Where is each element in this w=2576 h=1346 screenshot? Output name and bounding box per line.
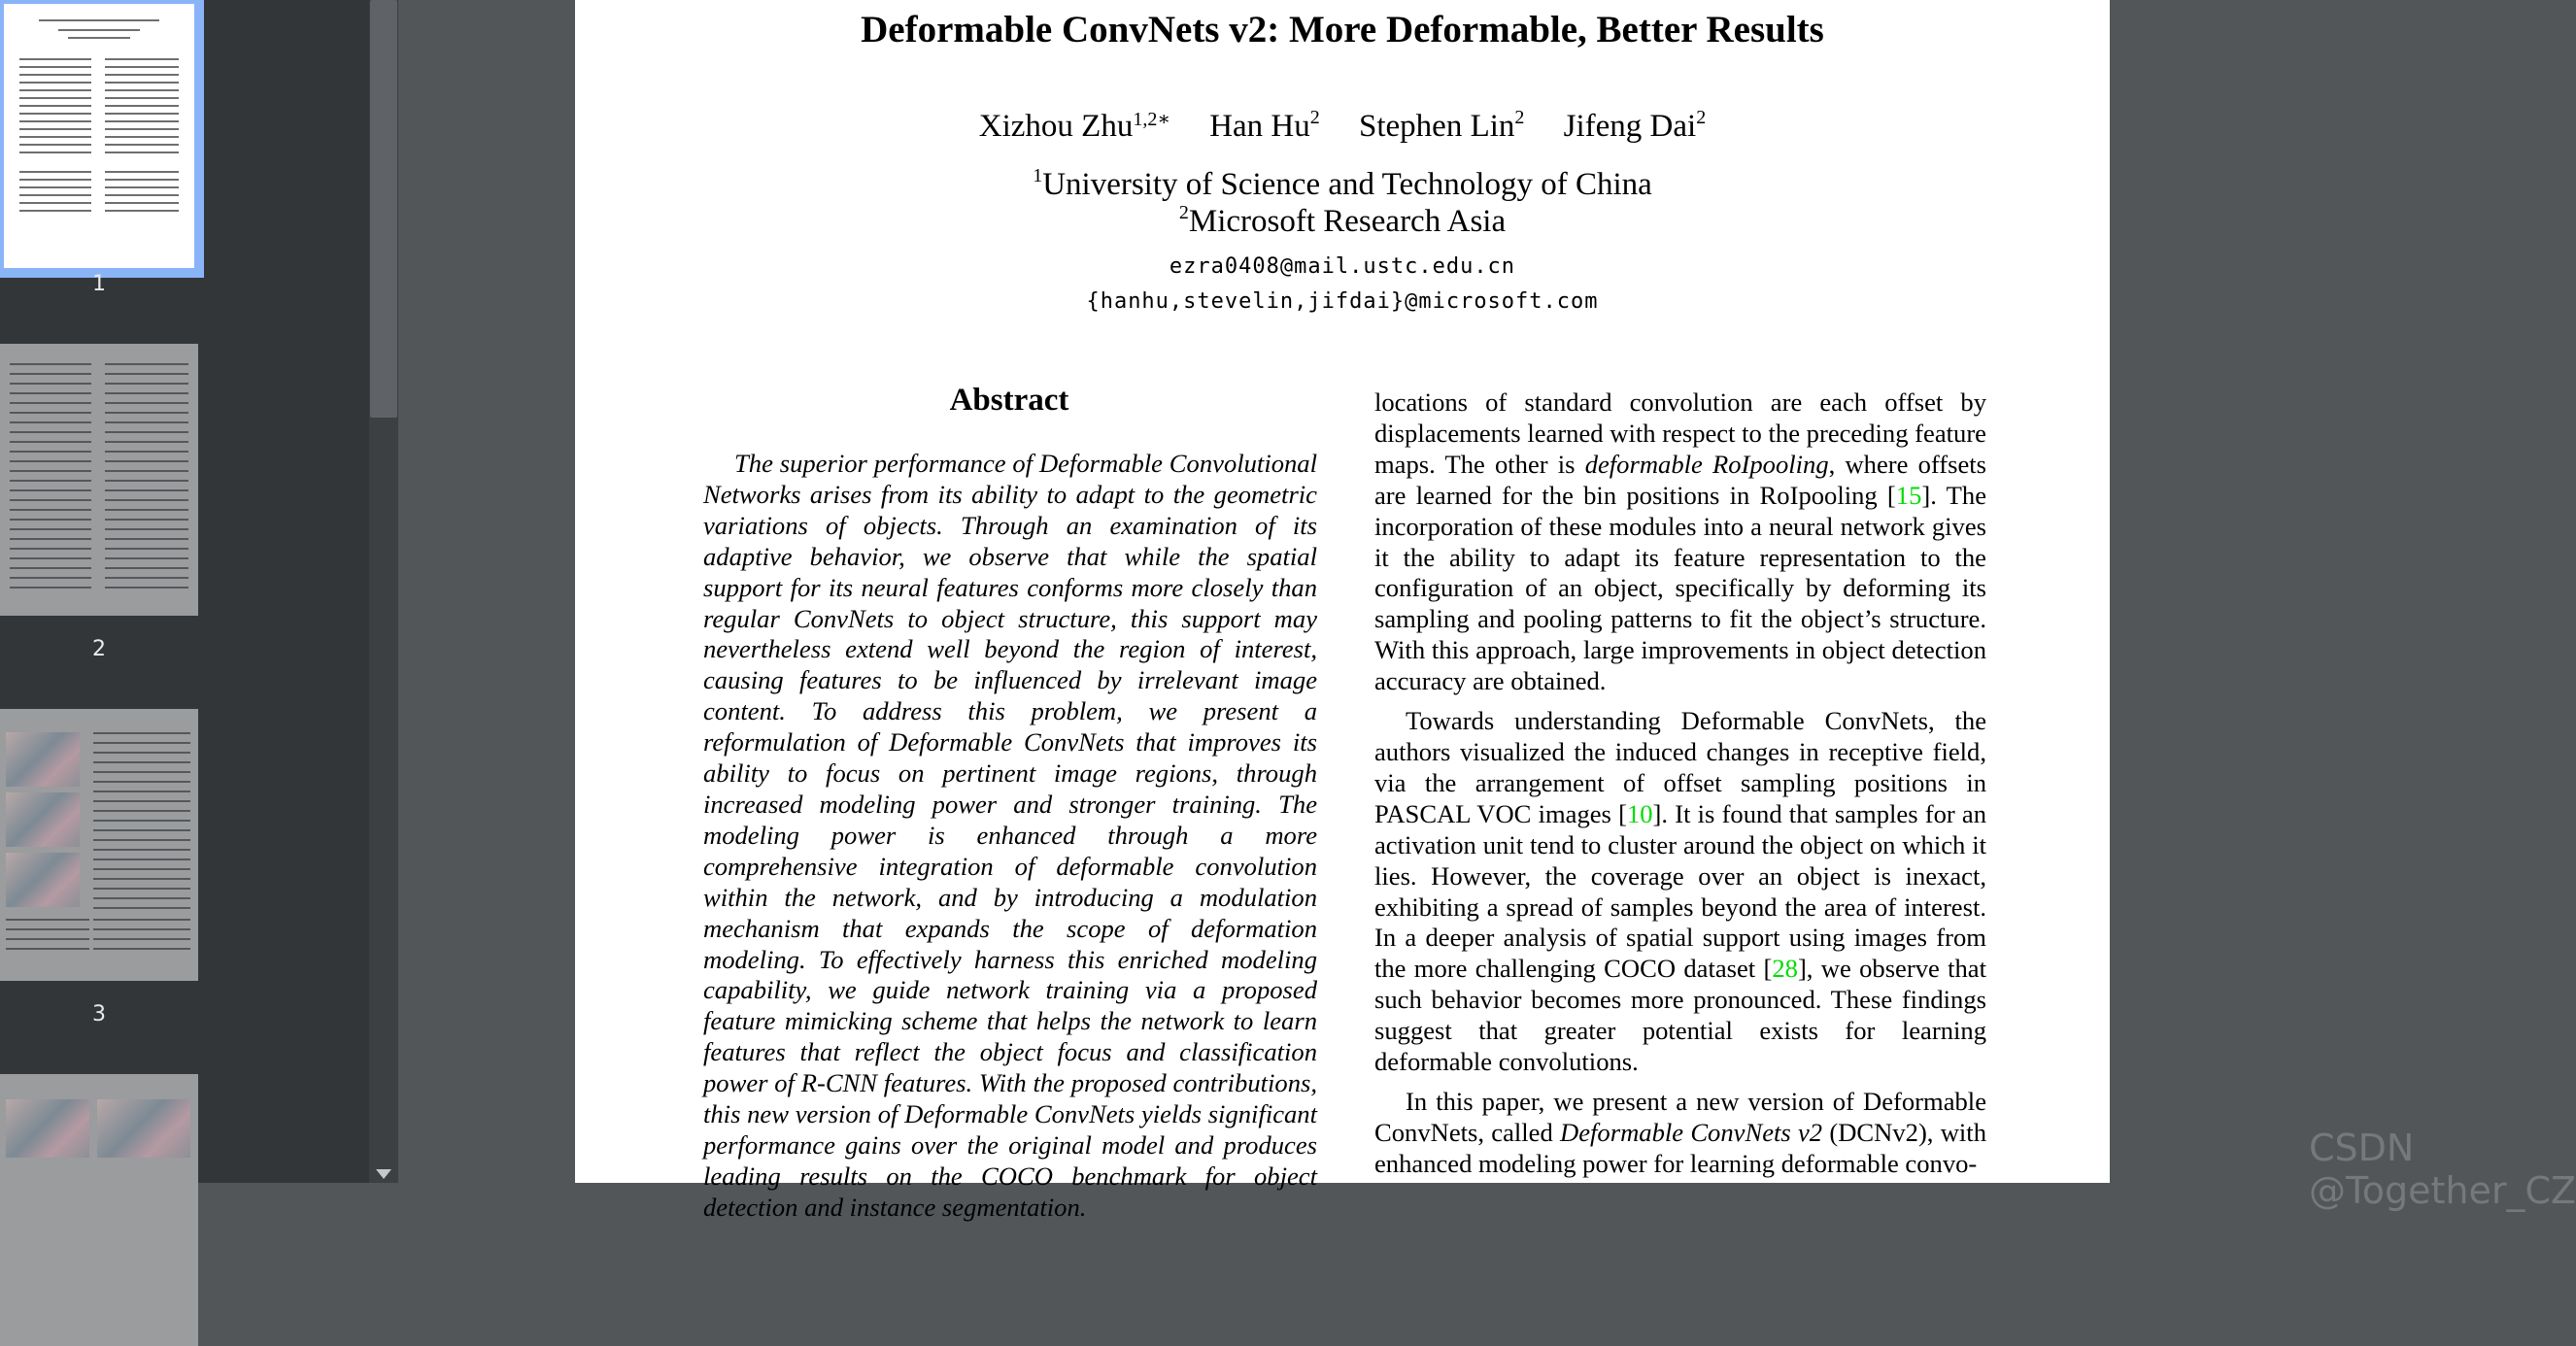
affiliation: $^2$Microsoft Research Asia (1178, 202, 1507, 239)
body-paragraph: In this paper, we present a new version of Deformable ConvNets, called Deformable ConvNets v2 (DCNv2), with enhanced modeling power for learning deformable convo- (1374, 1086, 1986, 1178)
scroll-down-arrow-icon[interactable] (376, 1169, 391, 1179)
pdf-page (575, 0, 2576, 1222)
sidebar-scroll-thumb[interactable] (370, 0, 397, 418)
watermark: CSDN @Together_CZ (2309, 1127, 2576, 1212)
author: Stephen Lin$^2$ (1359, 107, 1525, 144)
author: Xizhou Zhu$^{1,2∗}$ (978, 109, 1170, 144)
citation-link[interactable]: 28 (1772, 954, 1798, 984)
paper-title: Deformable ConvNets v2: More Deformable, Better Results (861, 9, 1824, 50)
page-thumbnail-2[interactable] (0, 344, 198, 616)
page-thumbnail-1[interactable] (0, 0, 198, 272)
page-thumbnail-4[interactable] (0, 1074, 198, 1346)
abstract-heading: Abstract (949, 383, 1069, 418)
affiliation: $^1$University of Science and Technology of China (1033, 165, 1652, 202)
page-number-label: 1 (92, 272, 106, 296)
author-email: {hanhu,stevelin,jifdai}@microsoft.com (1086, 289, 1599, 314)
author-email: ezra0408@mail.ustc.edu.cn (1169, 254, 1516, 279)
citation-link[interactable]: 10 (1626, 798, 1653, 828)
page-number-label: 3 (92, 1002, 106, 1026)
page-thumbnail-3[interactable] (0, 709, 198, 981)
page-number-label: 2 (92, 637, 106, 661)
body-column (1374, 387, 1986, 1180)
citation-link[interactable]: 15 (1895, 480, 1922, 510)
body-paragraph: locations of standard convolution are each offset by displacements learned with respect to the preceding feature maps. The other is deformable RoIpooling, where offsets are learned for the bin positions in RoIpooling [15]. The incorporation of these modules into a neural network gives it the ability to adapt its feature representation to the configuration of an object, specifically by deforming its sampling and pooling patterns to fit the object’s structure. With this approach, large improvements in object detection accuracy are obtained. (1374, 387, 1986, 696)
author: Jifeng Dai$^2$ (1563, 107, 1707, 144)
body-paragraph: Towards understanding Deformable ConvNets, the authors visualized the induced changes in receptive field, via the arrangement of offset sampling positions in PASCAL VOC images [10]. It is found that samples for an activation unit tend to cluster around the object on which it lies. However, the coverage over an object is inexact, exhibiting a spread of samples beyond the area of interest. In a deeper analysis of spatial support using images from the more challenging COCO dataset [28], we observe that such behavior becomes more pronounced. These findings suggest that greater potential exists for learning deformable convolutions. (1374, 706, 1987, 1077)
author: Han Hu$^2$ (1209, 107, 1320, 144)
thumbnail-sidebar (0, 0, 398, 1183)
author-list (575, 109, 2110, 145)
abstract-text: The superior performance of Deformable Convolutional Networks arises from its ability to adapt to the geometric variations of objects. Through an examination of its adaptive behavior, we observe that while the spatial support for its neural features conforms more closely than regular ConvNets to object structure, this support may nevertheless extend well beyond the region of interest, causing features to be influenced by irrelevant image content. To address this problem, we present a reformulation of Deformable ConvNets that improves its ability to focus on pertinent image regions, through increased modeling power and stronger training. The modeling power is enhanced through a more comprehensive integration of deformable convolution within the network, and by introducing a modulation mechanism that expands the scope of deformation modeling. To effectively harness this enriched modeling capability, we guide network training via a proposed feature mimicking scheme that helps the network to learn features that reflect the object focus and classification power of R-CNN features. With the proposed contributions, this new version of Deformable ConvNets yields significant performance gains over the original model and produces leading results on the COCO benchmark for object detection and instance segmentation. (703, 449, 1317, 1222)
